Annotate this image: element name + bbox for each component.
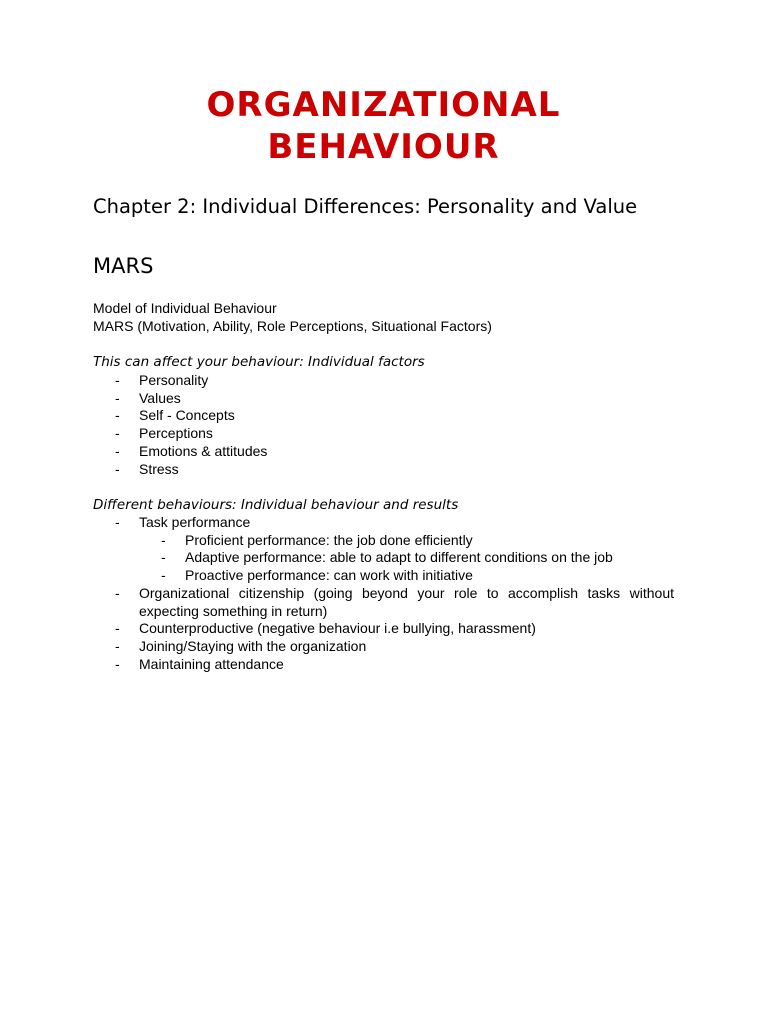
dash-bullet: - [161,531,166,548]
title-line-2: BEHAVIOUR [267,127,500,167]
list-item: - Perceptions [115,425,213,442]
behaviours-list [93,514,674,673]
model-line: Model of Individual Behaviour [93,300,277,316]
dash-bullet: - [115,584,120,601]
dash-bullet: - [115,425,120,442]
dash-bullet: - [115,389,120,406]
dash-bullet: - [115,655,120,672]
dash-bullet: - [115,637,120,654]
list-item: - Maintaining attendance [115,655,284,672]
task-performance-label: Task performance [139,514,251,530]
list-item: - Personality [115,372,209,388]
sub-list-item: - Proficient performance: the job done efficiently [161,531,473,548]
mars-definition-line: MARS (Motivation, Ability, Role Perceptions, Situational Factors) [93,317,492,334]
dash-bullet: - [115,460,120,477]
dash-bullet: - [115,442,120,459]
factors-list [93,372,674,478]
list-item: - Self - Concepts [115,407,235,424]
list-item: - Emotions & attitudes [115,442,268,459]
list-item: - Counterproductive (negative behaviour i.e bullying, harassment) [115,620,536,637]
dash-bullet: - [161,549,166,566]
sub-list-item: - Adaptive performance: able to adapt to different conditions on the job [161,549,613,566]
factors-heading: This can affect your behaviour: Individual factors [93,354,425,370]
behaviours-heading: Different behaviours: Individual behaviour and results [93,497,459,513]
dash-bullet: - [161,567,166,584]
title-line-1: ORGANIZATIONAL [206,85,561,125]
mars-heading: MARS [93,254,154,278]
list-item: - Stress [115,460,179,477]
dash-bullet: - [115,372,120,388]
document-title [93,84,674,168]
task-performance-sublist [139,532,674,585]
list-item: - Organizational citizenship (going beyond your role to accomplish tasks without expecting something in return) [115,584,674,619]
dash-bullet: - [115,620,120,637]
dash-bullet: - [115,407,120,424]
mars-intro [93,300,674,335]
dash-bullet: - [115,514,120,530]
list-item [93,514,674,585]
list-item: - Values [115,389,181,406]
chapter-heading: Chapter 2: Individual Differences: Personality and Value [93,195,638,218]
sub-list-item: - Proactive performance: can work with initiative [161,567,473,584]
list-item: - Joining/Staying with the organization [115,637,367,654]
